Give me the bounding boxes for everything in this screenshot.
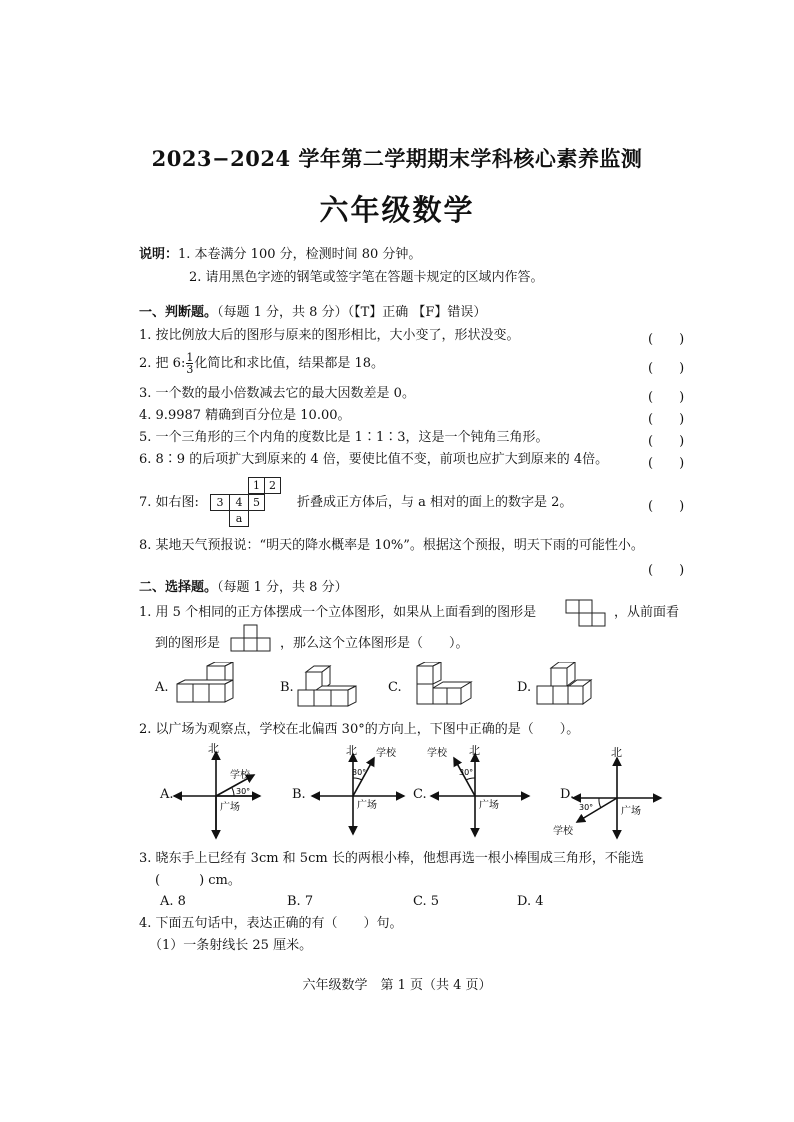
s2-q1-option-a-label[interactable]: A. [155,680,169,695]
section2-meta: （每题 1 分，共 8 分） [217,580,348,595]
section1-heading-line [139,305,486,321]
compass-d-square: 广场 [621,806,641,817]
s1-q2-post: 化简比和求比值，结果都是 18。 [194,356,385,371]
compass-c-school: 学校 [427,748,447,759]
s1-question-2 [139,351,384,377]
compass-diagram-c [425,742,535,842]
cube-stack-b [296,662,362,710]
s1-question-4: 4. 9.9987 精确到百分位是 10.00。 [139,408,351,423]
s2-q2-option-b-label[interactable]: B. [292,787,306,802]
compass-a-north: 北 [208,742,219,755]
net-cell: 1 [248,477,265,494]
cube-stack-c [413,662,475,710]
notes-item-1: 1. 本卷满分 100 分，检测时间 80 分钟。 [178,247,422,262]
notes-label: 说明： [139,247,179,262]
s2-q1-option-b-label[interactable]: B. [280,680,294,695]
compass-b-square: 广场 [357,800,377,811]
compass-b-school: 学校 [376,748,396,759]
compass-diagram-b [308,742,416,842]
compass-b-north: 北 [346,744,357,757]
s2-q3-line2[interactable]: ( ) cm。 [155,873,241,888]
section2-heading: 二、选择题。 [139,580,218,595]
s2-q1-option-d-label[interactable]: D. [517,680,532,695]
section1-meta: （每题 1 分，共 8 分）（【T】正确 【F】错误） [217,305,487,320]
s2-q1-line1a: 1. 用 5 个相同的正方体摆成一个立体图形，如果从上面看到的图形是 [139,605,537,620]
cube-stack-d [533,662,595,710]
s2-q2-option-c-label[interactable]: C. [413,787,427,802]
net-cell: 2 [264,477,281,494]
s2-q3-option-a[interactable]: A. 8 [160,894,186,909]
s1-question-1: 1. 按比例放大后的图形与原来的图形相比，大小变了，形状没变。 [139,328,520,343]
compass-diagram-a [170,742,275,842]
s1-answer-paren-8[interactable]: ( ) [648,563,685,578]
s1-question-8: 8. 某地天气预报说：“明天的降水概率是 10%”。根据这个预报，明天下雨的可能性小。 [139,538,644,553]
notes-item-2: 2. 请用黑色字迹的钢笔或签字笔在答题卡规定的区域内作答。 [189,270,544,285]
s2-question-4: 4. 下面五句话中，表达正确的有（ ）句。 [139,916,403,931]
section2-heading-line [139,580,348,596]
exam-subtitle: 六年级数学 [319,193,475,227]
compass-a-square: 广场 [220,802,240,813]
front-view-figure [230,624,274,654]
cube-stack-a [173,662,235,710]
fraction-denominator: 3 [186,363,194,376]
compass-a-angle: 30° [236,787,251,796]
compass-b-angle: 30° [352,768,367,777]
s2-q3-option-c[interactable]: C. 5 [413,894,440,909]
s1-answer-paren-6[interactable]: ( ) [648,456,685,471]
net-cell: a [229,510,249,527]
s2-q1-line2a: 到的图形是 [155,636,221,651]
net-cell: 3 [210,494,230,511]
compass-d-angle: 30° [579,803,594,812]
s1-answer-paren-5[interactable]: ( ) [648,434,685,449]
s1-answer-paren-3[interactable]: ( ) [648,390,685,405]
notes-line-1 [139,247,421,263]
s1-question-6: 6. 8∶9 的后项扩大到原来的 4 倍，要使比值不变，前项也应扩大到原来的 4倍。 [139,452,609,467]
exam-title: 2023−2024 学年第二学期期末学科核心素养监测 [151,146,643,171]
s1-q2-pre: 2. 把 6: [139,356,186,371]
s2-q1-option-c-label[interactable]: C. [388,680,402,695]
s1-answer-paren-2[interactable]: ( ) [648,361,685,376]
s2-q4-item-1: （1）一条射线长 25 厘米。 [149,938,313,953]
s1-question-3: 3. 一个数的最小倍数减去它的最大因数差是 0。 [139,386,415,401]
net-cell: 4 [229,494,249,511]
fraction [186,352,193,375]
compass-d-north: 北 [611,746,622,759]
top-view-figure [565,599,607,629]
s2-q2-option-d-label[interactable]: D. [560,787,575,802]
compass-d-school: 学校 [553,826,573,837]
s1-answer-paren-7[interactable]: ( ) [648,499,685,514]
s2-question-2: 2. 以广场为观察点，学校在北偏西 30°的方向上，下图中正确的是（ ）。 [139,722,580,737]
s2-q1-line1b: ，从前面看 [614,605,680,620]
page-footer: 六年级数学 第 1 页（共 4 页） [302,978,492,993]
s2-q2-option-a-label[interactable]: A. [160,787,174,802]
net-cell: 5 [248,494,265,511]
s2-q3-option-d[interactable]: D. 4 [517,894,544,909]
s2-q3-line1: 3. 晓东手上已经有 3cm 和 5cm 长的两根小棒，他想再选一根小棒围成三角形，不能选 [139,851,644,866]
s1-q7-post: 折叠成正方体后，与 a 相对的面上的数字是 2。 [297,495,573,510]
compass-a-school: 学校 [230,770,250,781]
compass-c-square: 广场 [479,800,499,811]
compass-c-north: 北 [469,744,480,757]
s2-q1-line2b: ，那么这个立体图形是（ ）。 [280,636,469,651]
s1-answer-paren-1[interactable]: ( ) [648,332,685,347]
compass-diagram-d [545,742,665,842]
compass-c-angle: 30° [459,768,474,777]
s2-q3-option-b[interactable]: B. 7 [287,894,314,909]
s1-question-5: 5. 一个三角形的三个内角的度数比是 1∶1∶3，这是一个钝角三角形。 [139,430,549,445]
s1-answer-paren-4[interactable]: ( ) [648,412,685,427]
fraction-numerator: 1 [186,351,194,364]
s1-q7-pre: 7. 如右图: [139,495,199,510]
section1-heading: 一、判断题。 [139,305,218,320]
